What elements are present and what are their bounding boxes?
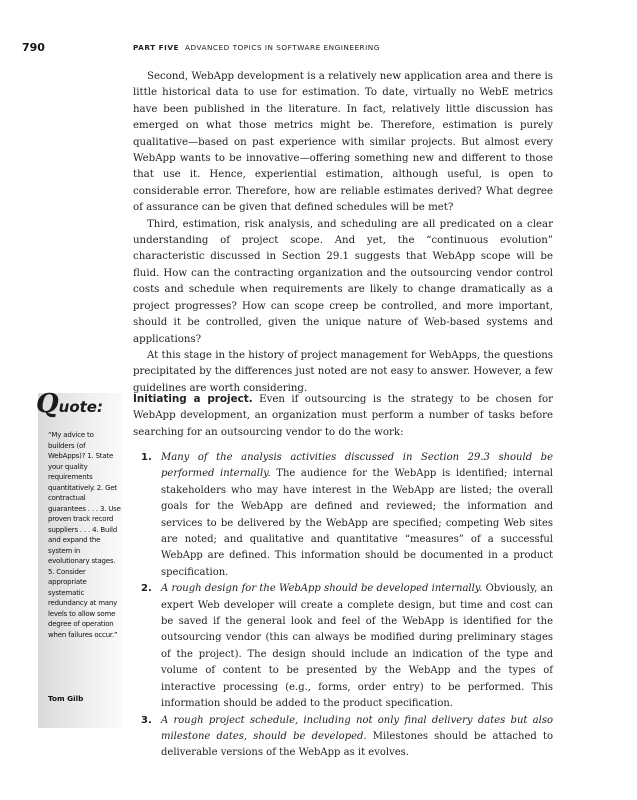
- list-item-number: 1.: [141, 452, 152, 463]
- list-item-text: Milestones should be attached to deliverable versions of the WebApp as it evolves.: [161, 730, 554, 759]
- list-item: [133, 450, 553, 581]
- section-text: Even if outsourcing is the strategy to be chosen for WebApp development, an organization must perform a number of tasks before searching for an outsourcing vendor to do the work:: [133, 394, 553, 438]
- quote-sidebar: [36, 389, 122, 728]
- quote-initial: Q: [36, 389, 59, 419]
- paragraph-second: Second, WebApp development is a relatively new application area and there is little historical data to use for estimation. To date, virtually no WebE metrics have been published in the literature. In fact, relatively little discussion has emerged on what those metrics might be. Therefore, estimation is purely qualitative—based on past experience with similar projects. But almost every WebApp wants to be innovative—offering something new and different to those that use it. Hence, experiential estimation, although useful, is open to considerable error. Therefore, how are reliable estimates derived? What degree of assurance can be given that defined schedules will be met?: [133, 71, 553, 214]
- quote-heading: [36, 389, 103, 419]
- body-text: [133, 69, 553, 397]
- list-item-lead: A rough project schedule, including not only final delivery dates but also milestone dates, should be developed.: [161, 714, 553, 742]
- part-heading: [133, 43, 380, 52]
- list-item-text: Obviously, an expert Web developer will create a complete design, but time and cost can be saved if the general look and feel of the WebApp is identified for the outsourcing vendor (this can always be modified during preliminary stages of the project). The design should include an indication of the type and volume of content to be presented by the WebApp and the types of interactive processing (e.g., forms, order entry) to be performed. This information should be added to the product specification.: [161, 583, 553, 710]
- section-initiating: [133, 391, 553, 441]
- part-label: PART FIVE: [133, 43, 179, 52]
- paragraph-guidelines: At this stage in the history of project management for WebApps, the questions precipitated by the differences just noted are not easy to answer. However, a few guidelines are worth considering.: [133, 349, 553, 394]
- quote-text: “My advice to builders (of WebApps)? 1. State your quality requirements quantitatively. 2. Get contractual guarantees . . . 3. Use proven track record suppliers . . . 4. Build and expand the system in evolutionary stages. 5. Consider appropriate systematic redundancy at many levels to allow some degree of operation when failures occur.”: [48, 431, 121, 639]
- list-item-text: The audience for the WebApp is identified; internal stakeholders who may have interest in the WebApp are listed; the overall goals for the WebApp are defined and reviewed; the information and services to be delivered by the WebApp are specified; competing Web sites are noted; and qualitative and quantitative “measures” of a successful WebApp are defined. This information should be documented in a product specification.: [161, 468, 553, 578]
- list-item: [133, 713, 553, 762]
- list-item: [133, 581, 553, 712]
- part-title: ADVANCED TOPICS IN SOFTWARE ENGINEERING: [184, 43, 380, 52]
- list-item-lead: A rough design for the WebApp should be developed internally.: [161, 583, 483, 595]
- page-number: 790: [22, 41, 45, 54]
- list-item-number: 3.: [141, 714, 152, 726]
- section-heading: Initiating a project.: [133, 393, 253, 405]
- numbered-list: [133, 450, 553, 762]
- quote-author: Tom Gilb: [48, 694, 84, 703]
- list-item-lead: Many of the analysis activities discussed in Section 29.3 should be performed internally.: [161, 452, 553, 480]
- paragraph-third: Third, estimation, risk analysis, and scheduling are all predicated on a clear understanding of project scope. And yet, the “continuous evolution” characteristic discussed in Section 29.1 suggests that WebApp scope will be fluid. How can the contracting organization and the outsourcing vendor control costs and schedule when requirements are likely to change dramatically as a project progresses? How can scope creep be controlled, and more important, should it be controlled, given the unique nature of Web-based systems and applications?: [133, 218, 553, 345]
- running-header: [0, 41, 637, 57]
- list-item-number: 2.: [141, 583, 152, 595]
- quote-heading-rest: uote:: [58, 398, 103, 416]
